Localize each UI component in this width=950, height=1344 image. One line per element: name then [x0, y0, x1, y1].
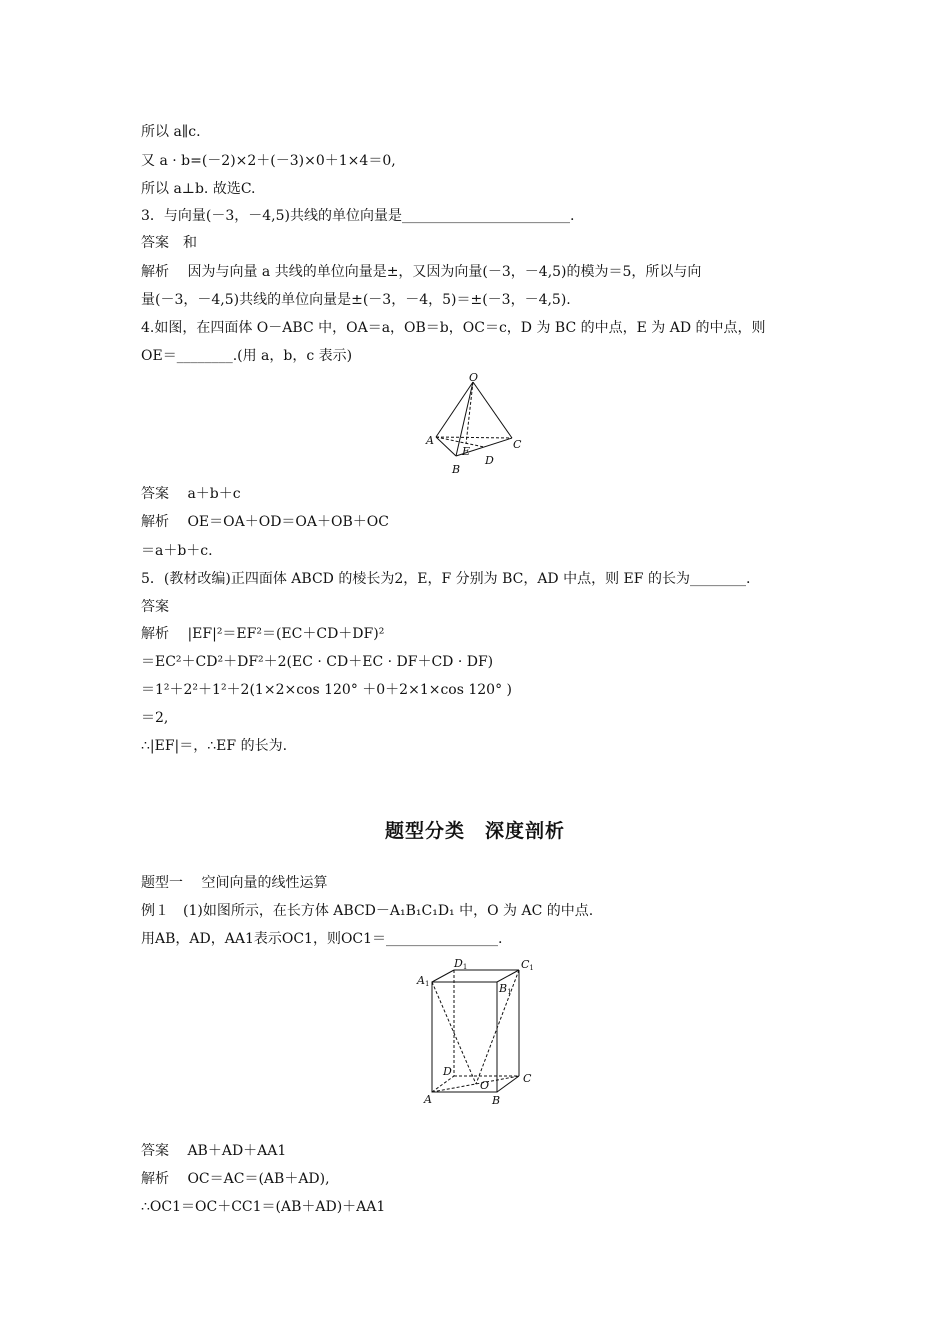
label-D1: D1	[454, 958, 468, 971]
answer-5: 答案	[141, 599, 169, 615]
label-B: B	[452, 463, 461, 476]
text-line: 又 a · b=(－2)×2＋(－3)×0＋1×4＝0,	[141, 153, 396, 169]
analysis-5-step: ＝EC²＋CD²＋DF²＋2(EC · CD＋EC · DF＋CD · DF)	[141, 654, 494, 670]
example-1: 例１ (1)如图所示，在长方体 ABCD－A₁B₁C₁D₁ 中，O 为 AC 的中点.	[141, 903, 594, 919]
text-line: 所以 a⊥b. 故选C.	[141, 181, 256, 197]
label-A: A	[424, 1093, 432, 1106]
analysis-text: 量(－3，－4,5)共线的单位向量是±(－3，－4，5)＝±(－3，－4,5).	[141, 292, 571, 308]
analysis-5-step: ＝1²＋2²＋1²＋2(1×2×cos 120° ＋0＋2×1×cos 120° )	[141, 682, 512, 698]
label-C: C	[513, 438, 522, 451]
section-title: 题型分类 深度剖析	[384, 820, 565, 842]
label-O: O	[480, 1079, 490, 1092]
question-3: 3．与向量(－3，－4,5)共线的单位向量是________________________.	[141, 208, 575, 224]
analysis-text: 解析 因为与向量 a 共线的单位向量是±，又因为向量(－3，－4,5)的模为＝5，所以与向	[141, 264, 702, 280]
example-1-cont: 用AB，AD，AA1表示OC1，则OC1＝________________.	[141, 931, 503, 947]
answer-label: 答案 和	[141, 235, 197, 251]
tetrahedron-figure	[420, 372, 530, 482]
analysis-5-result: ∴|EF|＝，∴EF 的长为.	[141, 738, 288, 754]
label-A: A	[426, 434, 434, 447]
question-4-cont: OE＝________.(用 a，b，c 表示)	[141, 348, 353, 364]
analysis-5: 解析 |EF|²＝EF²＝(EC＋CD＋DF)²	[141, 626, 385, 642]
topic-heading: 题型一 空间向量的线性运算	[141, 875, 328, 891]
question-5: 5．(教材改编)正四面体 ABCD 的棱长为2，E，F 分别为 BC，AD 中点，则 EF 的长为________.	[141, 571, 751, 587]
text-line: 所以 a∥c.	[141, 124, 201, 140]
label-B1: B1	[499, 982, 512, 996]
label-D: D	[485, 454, 494, 467]
analysis-4-cont: ＝a＋b＋c.	[141, 543, 213, 559]
analysis-example-1-cont: ∴OC1＝OC＋CC1＝(AB＋AD)＋AA1	[141, 1199, 386, 1215]
label-O: O	[469, 372, 479, 384]
label-E: E	[462, 445, 471, 458]
answer-example-1: 答案 AB＋AD＋AA1	[141, 1143, 287, 1159]
answer-4: 答案 a＋b＋c	[141, 486, 241, 502]
label-A1: A1	[417, 974, 430, 988]
cuboid-figure	[412, 958, 542, 1108]
label-C1: C1	[521, 958, 534, 972]
analysis-4: 解析 OE＝OA＋OD＝OA＋OB＋OC	[141, 514, 389, 530]
analysis-5-step: ＝2,	[141, 710, 169, 726]
analysis-example-1: 解析 OC＝AC＝(AB＋AD),	[141, 1171, 330, 1187]
question-4: 4.如图，在四面体 O－ABC 中，OA＝a，OB＝b，OC＝c，D 为 BC 的中点，E 为 AD 的中点，则	[141, 320, 766, 336]
label-B: B	[492, 1094, 501, 1107]
label-D: D	[443, 1065, 452, 1078]
label-C: C	[523, 1072, 532, 1085]
